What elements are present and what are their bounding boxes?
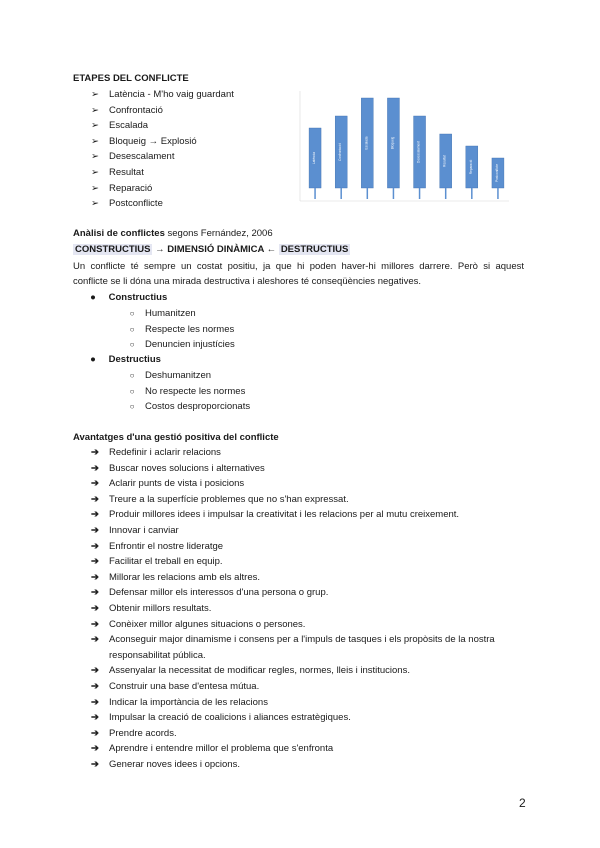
bullet-icon: ● <box>90 292 96 303</box>
stage-item <box>91 183 152 194</box>
circle-bullet-icon: ○ <box>129 371 135 380</box>
advantage-label: Millorar les relacions amb els altres. <box>109 571 260 583</box>
chart-bar-label: Resultat <box>442 155 447 167</box>
circle-bullet-icon: ○ <box>129 340 135 350</box>
advantage-item <box>91 634 495 645</box>
advantage-label: Facilitar el treball en equip. <box>109 556 223 568</box>
advantage-label: Assenyalar la necessitat de modificar regles, normes, lleis i institucions. <box>109 665 410 677</box>
right-arrow-icon: ➔ <box>91 759 99 770</box>
analysis-title-bold: Anàlisi de conflictes <box>73 228 165 239</box>
advantage-label: Produir millores idees i impulsar la creativitat i les relacions per al mutu creixement. <box>109 509 460 521</box>
right-arrow-icon: ➔ <box>91 587 99 599</box>
stage-item <box>91 89 234 100</box>
arrow-bullet-icon: ➢ <box>91 120 99 132</box>
destructive-list <box>125 370 325 416</box>
constructive-heading: Constructius <box>108 292 168 303</box>
stage-label: Reparació <box>109 182 153 194</box>
arrow-right-icon: → <box>155 244 165 255</box>
right-arrow-icon: ➔ <box>91 540 99 552</box>
right-arrow-icon: ➔ <box>91 665 99 677</box>
stage-label: Escalada <box>109 120 149 132</box>
arrow-bullet-icon: ➢ <box>91 198 99 210</box>
advantage-item <box>91 681 259 692</box>
destructive-group <box>88 354 161 365</box>
circle-bullet-icon: ○ <box>129 386 135 396</box>
sub-item <box>125 308 196 319</box>
arrow-bullet-icon: ➢ <box>91 151 99 163</box>
stages-heading: ETAPES DEL CONFLICTE <box>73 73 189 84</box>
advantage-item <box>91 587 328 598</box>
arrow-bullet-icon: ➢ <box>91 167 99 178</box>
advantage-item <box>91 697 268 708</box>
advantage-label: Redefinir i aclarir relacions <box>109 447 221 458</box>
conflict-stages-chart <box>298 88 511 204</box>
right-arrow-icon: ➔ <box>91 571 99 583</box>
advantage-item <box>91 478 244 489</box>
dynamic-dimension-label: DIMENSIÓ DINÀMICA <box>167 244 265 255</box>
sub-item-label: Deshumanitzen <box>145 370 212 381</box>
stage-item <box>91 120 148 131</box>
stage-label: Bloqueig → Explosió <box>109 135 197 147</box>
stage-item <box>91 167 144 178</box>
advantage-item <box>91 525 179 536</box>
sub-item <box>125 339 235 350</box>
advantage-item <box>91 463 265 474</box>
advantage-label: Aprendre i entendre millor el problema que s'enfronta <box>109 743 334 755</box>
chart-bar-label: Latència <box>312 151 317 165</box>
sub-item <box>125 324 234 335</box>
right-arrow-icon: ➔ <box>91 712 99 724</box>
right-arrow-icon: ➔ <box>91 603 99 614</box>
stage-label: Desescalament <box>109 151 175 163</box>
advantage-label: Aclarir punts de vista i posicions <box>109 478 245 490</box>
advantage-label: Prendre acords. <box>109 727 177 739</box>
advantages-list <box>91 447 531 777</box>
advantage-item <box>91 447 221 458</box>
arrow-bullet-icon: ➢ <box>91 182 99 194</box>
advantage-label: Innovar i canviar <box>109 525 179 536</box>
arrow-left-icon: ← <box>266 244 277 255</box>
arrow-bullet-icon: ➢ <box>91 104 99 116</box>
stage-item <box>91 198 163 209</box>
advantage-label: Indicar la importància de les relacions <box>109 696 268 708</box>
destructive-label: DESTRUCTIUS <box>280 244 349 255</box>
stage-item <box>91 136 197 147</box>
sub-item-label: Denuncien injustícies <box>145 339 235 351</box>
bullet-icon: ● <box>90 354 96 365</box>
analysis-title-rest: segons Fernández, 2006 <box>164 228 273 239</box>
stage-label: Latència - M'ho vaig guardant <box>109 89 234 100</box>
dimension-line <box>73 244 350 255</box>
stage-label: Resultat <box>109 167 144 178</box>
circle-bullet-icon: ○ <box>129 309 135 318</box>
right-arrow-icon: ➔ <box>91 696 99 708</box>
sub-item <box>125 401 250 412</box>
advantage-label: Aconseguir major dinamisme i consens per a l'impuls de tasques i els propòsits de la nostra <box>109 634 495 646</box>
advantages-heading: Avantatges d'una gestió positiva del conflicte <box>73 432 279 443</box>
constructive-list <box>125 308 325 354</box>
analysis-paragraph-line-2: conflicte se li dóna una mirada destructiva i aleshores té conseqüències negatives. <box>73 276 422 287</box>
advantage-item <box>91 728 177 739</box>
stage-item <box>91 151 174 162</box>
advantage-item <box>91 665 410 676</box>
analysis-paragraph-line-1: Un conflicte té sempre un costat positiu, ja que hi poden haver-hi millores darrere. Però si aquest <box>73 261 524 272</box>
circle-bullet-icon: ○ <box>129 324 135 334</box>
advantage-label: Treure a la superfície problemes que no s'han expressat. <box>109 493 349 505</box>
right-arrow-icon: ➔ <box>91 556 99 568</box>
right-arrow-icon: ➔ <box>91 743 99 755</box>
sub-item-label: Respecte les normes <box>145 323 235 335</box>
advantage-label: Conèixer millor algunes situacions o persones. <box>109 618 306 630</box>
sub-item-label: No respecte les normes <box>145 385 246 397</box>
advantage-label: Generar noves idees i opcions. <box>109 759 240 770</box>
arrow-bullet-icon: ➢ <box>91 135 99 147</box>
right-arrow-icon: ➔ <box>91 493 99 505</box>
right-arrow-icon: ➔ <box>91 727 99 739</box>
right-arrow-icon: ➔ <box>91 634 99 646</box>
sub-item-label: Costos desproporcionats <box>145 401 251 413</box>
advantage-label: Buscar noves solucions i alternatives <box>109 462 265 474</box>
stage-label: Postconflicte <box>109 198 163 210</box>
sub-item-label: Humanitzen <box>145 308 196 319</box>
advantage-label: Obtenir millors resultats. <box>109 603 212 614</box>
advantage-item <box>91 759 240 770</box>
advantage-item <box>91 619 305 630</box>
right-arrow-icon: ➔ <box>91 681 99 692</box>
chart-bar-label: Confrontació <box>338 142 343 162</box>
advantage-item <box>91 494 349 505</box>
right-arrow-icon: ➔ <box>91 618 99 630</box>
advantage-item <box>91 712 351 723</box>
chart-bar-label: Escalada <box>364 136 369 150</box>
right-arrow-icon: ➔ <box>91 462 99 474</box>
advantage-continuation: responsabilitat pública. <box>109 649 206 661</box>
chart-bar-label: Bloqueig <box>390 136 395 150</box>
advantage-item <box>91 603 211 614</box>
advantage-item <box>91 556 223 567</box>
constructive-label: CONSTRUCTIUS <box>75 244 151 255</box>
right-arrow-icon: ➔ <box>91 509 99 521</box>
advantage-label: Construir una base d'entesa mútua. <box>109 681 260 692</box>
stages-list <box>91 89 291 219</box>
arrow-bullet-icon: ➢ <box>91 89 99 100</box>
page-number: 2 <box>519 796 526 810</box>
stage-item <box>91 105 163 116</box>
chart-bar-label: Postconflicte <box>494 163 499 183</box>
right-arrow-icon: ➔ <box>91 525 99 536</box>
circle-bullet-icon: ○ <box>129 402 135 412</box>
advantage-label: Defensar millor els interessos d'una persona o grup. <box>109 587 329 599</box>
stage-label: Confrontació <box>109 104 163 116</box>
sub-item <box>125 386 245 397</box>
advantage-label: Impulsar la creació de coalicions i aliances estratègiques. <box>109 712 351 724</box>
advantage-item <box>91 572 260 583</box>
sub-item <box>125 370 211 381</box>
chart-bar-label: Desescalament <box>416 141 421 163</box>
advantage-item <box>91 541 223 552</box>
chart-bar-label: Reparació <box>468 159 473 175</box>
right-arrow-icon: ➔ <box>91 478 99 490</box>
advantage-label: Enfrontir el nostre lideratge <box>109 540 224 552</box>
destructive-heading: Destructius <box>108 354 161 365</box>
advantage-item <box>91 509 459 520</box>
right-arrow-icon: ➔ <box>91 447 99 458</box>
constructive-group <box>88 292 167 303</box>
analysis-title <box>73 228 273 239</box>
advantage-item <box>91 743 333 754</box>
